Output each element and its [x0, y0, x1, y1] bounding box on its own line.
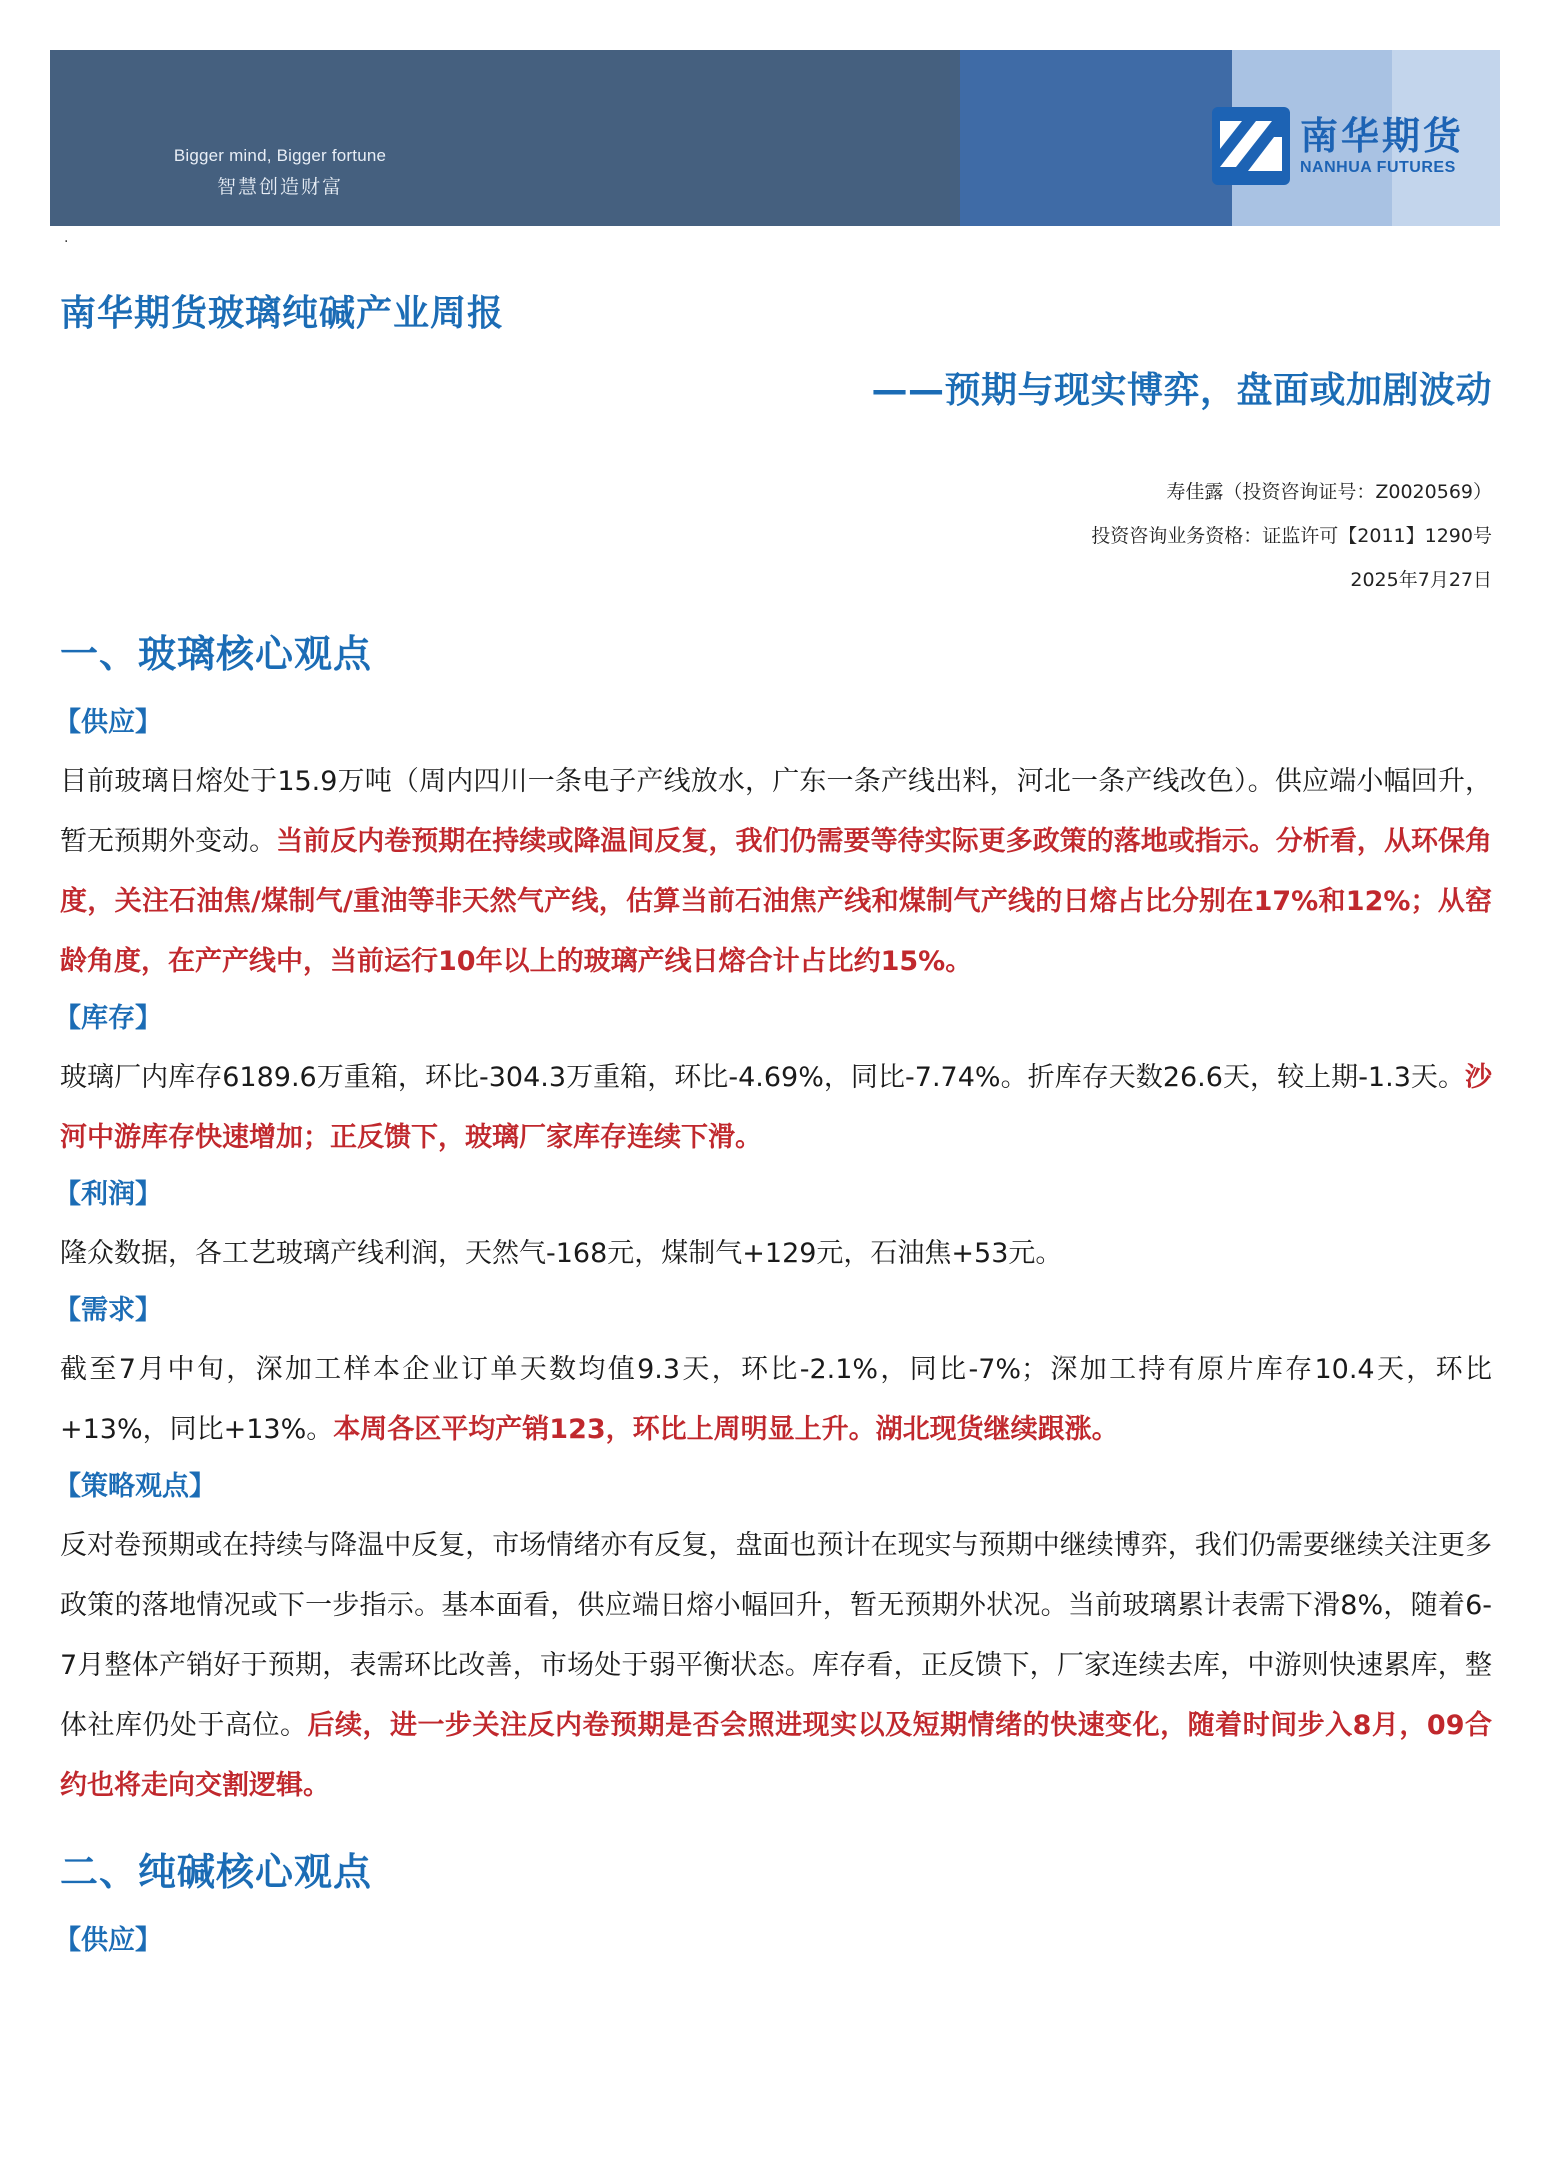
- subheading-supply: 【供应】: [54, 707, 162, 738]
- paragraph-strategy-highlight: 后续，进一步关注反内卷预期是否会照进现实以及短期情绪的快速变化，随着时间步入8月，09合约也将走向交割逻辑。: [60, 1710, 1493, 1801]
- slogan: [150, 146, 410, 199]
- paragraph-demand-highlight: 本周各区平均产销123，环比上周明显上升。湖北现货继续跟涨。: [333, 1414, 1119, 1445]
- header-banner: [50, 50, 1500, 226]
- brand: [1212, 106, 1464, 186]
- report-body: [54, 624, 1493, 1970]
- paragraph-strategy: [60, 1516, 1492, 1816]
- subheading-profit: 【利润】: [54, 1179, 162, 1210]
- report-date: 2025年7月27日: [1350, 569, 1492, 591]
- author: 寿佳露（投资咨询证号：Z0020569）: [1166, 481, 1492, 503]
- section-heading-glass: 一、玻璃核心观点: [60, 632, 373, 676]
- paragraph-inventory-highlight: 沙河中游库存快速增加；正反馈下，玻璃厂家库存连续下滑。: [60, 1062, 1492, 1153]
- paragraph-demand-text: 截至7月中旬，深加工样本企业订单天数均值9.3天，环比-2.1%，同比-7%；深加工持有原片库存10.4天，环比+13%，同比+13%。: [60, 1354, 1492, 1445]
- nanhua-logo-icon: [1212, 107, 1290, 185]
- brand-text: [1300, 115, 1464, 177]
- dot-mark: .: [64, 230, 69, 246]
- subheading-soda-supply: 【供应】: [54, 1925, 162, 1956]
- qualification: 投资咨询业务资格：证监许可【2011】1290号: [1091, 525, 1492, 547]
- paragraph-demand: [60, 1340, 1492, 1460]
- banner-panel-mid: [960, 50, 1232, 226]
- subheading-demand: 【需求】: [54, 1295, 162, 1326]
- paragraph-supply-text: 目前玻璃日熔处于15.9万吨（周内四川一条电子产线放水，广东一条产线出料，河北一条产线改色）。供应端小幅回升，暂无预期外变动。: [60, 766, 1492, 857]
- paragraph-inventory: [60, 1048, 1492, 1168]
- paragraph-profit: [60, 1224, 1492, 1284]
- subheading-inventory: 【库存】: [54, 1003, 162, 1034]
- slogan-en: Bigger mind, Bigger fortune: [173, 146, 387, 165]
- report-meta: [1091, 470, 1492, 602]
- subheading-strategy: 【策略观点】: [54, 1471, 216, 1502]
- brand-name-cn: 南华期货: [1300, 114, 1465, 158]
- paragraph-inventory-text: 玻璃厂内库存6189.6万重箱，环比-304.3万重箱，环比-4.69%，同比-7.74%。折库存天数26.6天，较上期-1.3天。: [60, 1062, 1465, 1093]
- section-heading-soda: 二、纯碱核心观点: [60, 1850, 373, 1894]
- report-title: 南华期货玻璃纯碱产业周报: [60, 293, 505, 334]
- brand-name-en: NANHUA FUTURES: [1300, 159, 1456, 176]
- paragraph-profit-text: 隆众数据，各工艺玻璃产线利润，天然气-168元，煤制气+129元，石油焦+53元。: [60, 1238, 1063, 1269]
- slogan-cn: 智慧创造财富: [216, 176, 343, 198]
- paragraph-strategy-text: 反对卷预期或在持续与降温中反复，市场情绪亦有反复，盘面也预计在现实与预期中继续博弈，我们仍需要继续关注更多政策的落地情况或下一步指示。基本面看，供应端日熔小幅回升，暂无预期外状况。当前玻璃累计表需下滑8%，随着6-7月整体产销好于预期，表需环比改善，市场处于弱平衡状态。库存看，正反馈下，厂家连续去库，中游则快速累库，整体社库仍处于高位。: [60, 1530, 1492, 1741]
- report-subtitle: ——预期与现实博弈，盘面或加剧波动: [871, 370, 1492, 411]
- paragraph-supply-highlight: 当前反内卷预期在持续或降温间反复，我们仍需要等待实际更多政策的落地或指示。分析看，从环保角度，关注石油焦/煤制气/重油等非天然气产线，估算当前石油焦产线和煤制气产线的日熔占比分别在17%和12%；从窑龄角度，在产产线中，当前运行10年以上的玻璃产线日熔合计占比约15%。: [60, 826, 1493, 977]
- paragraph-supply: [60, 752, 1492, 992]
